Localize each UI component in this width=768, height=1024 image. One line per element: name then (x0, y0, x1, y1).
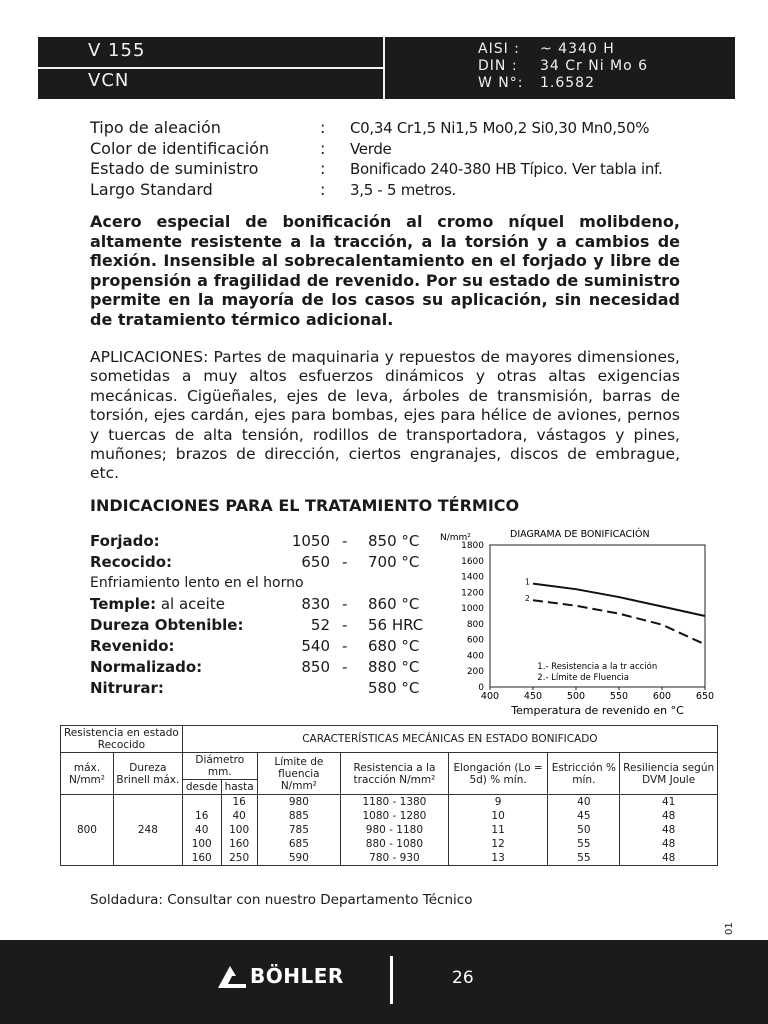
product-header (38, 37, 735, 99)
treatment-row: Revenido: 540 - 680 °C (90, 637, 420, 655)
y-tick-label: 400 (466, 651, 484, 662)
treatment-row: Recocido: 650 - 700 °C (90, 553, 420, 571)
x-tick-label: 650 (695, 691, 715, 702)
y-tick-label: 200 (466, 667, 484, 678)
chart-xlabel: Temperatura de revenido en °C (511, 704, 684, 717)
product-code-box (38, 37, 385, 99)
properties-list (90, 118, 662, 200)
table-row: 100 160 685 880 - 1080 12 55 48 (61, 837, 718, 851)
y-tick-label: 0 (478, 683, 484, 693)
table-row: 800 248 16 980 1180 - 1380 9 40 41 (61, 795, 718, 810)
y-tick-label: 800 (466, 619, 484, 630)
chart-ylabel: N/mm² (440, 533, 471, 543)
treatment-row: Normalizado: 850 - 880 °C (90, 658, 420, 676)
treatment-row: Dureza Obtenible: 52 - 56 HRC (90, 616, 424, 634)
treatment-row: Forjado: 1050 - 850 °C (90, 532, 420, 550)
table-header-row (61, 753, 718, 780)
col-header-diameter: Diámetro mm. (182, 753, 257, 780)
brand-name: BÖHLER (250, 964, 344, 988)
treatment-row: Nitrurar: 580 °C (90, 679, 420, 697)
property-row: Largo Standard : 3,5 - 5 metros. (90, 179, 456, 199)
series-line-1 (533, 584, 705, 616)
legend-entry: 1.- Resistencia a la tr acción (537, 661, 658, 672)
bohler-logo-icon (218, 964, 246, 988)
treatment-note: Enfriamiento lento en el horno (90, 575, 304, 591)
col-header-from: desde (182, 780, 221, 795)
product-name: VCN (88, 70, 130, 91)
x-tick-label: 550 (609, 691, 629, 702)
col-header-to: hasta (221, 780, 257, 795)
series-label: 1 (525, 577, 530, 587)
col-header-tensile: Resistencia a la tracción N/mm² (341, 753, 449, 795)
x-tick-label: 600 (652, 691, 672, 702)
chart-title: DIAGRAMA DE BONIFICACIÓN (510, 529, 650, 540)
y-tick-label: 1600 (461, 556, 484, 567)
footer-divider (390, 956, 393, 1004)
col-header-impact: Resiliencia según DVM Joule (620, 753, 718, 795)
cell-brinell: 248 (113, 795, 182, 866)
col-header-max: máx. N/mm² (61, 753, 114, 795)
treatment-row: Temple: al aceite 830 - 860 °C (90, 595, 420, 613)
col-header-brinell: Dureza Brinell máx. (113, 753, 182, 795)
property-row: Estado de suministro : Bonificado 240-380 HB Típico. Ver tabla inf. (90, 159, 663, 178)
col-header-reduction: Estricción % mín. (548, 753, 620, 795)
table-row: 40 100 785 980 - 1180 11 50 48 (61, 823, 718, 837)
x-tick-label: 450 (523, 691, 543, 702)
property-row: Color de identificación : Verde (90, 138, 392, 158)
x-tick-label: 400 (480, 691, 500, 702)
table-row: 160 250 590 780 - 930 13 55 48 (61, 851, 718, 866)
product-code: V 155 (88, 40, 146, 61)
standard-row: W N°: 1.6582 (478, 75, 595, 91)
side-code: 01 (724, 922, 735, 935)
col-header-yield: Límite de fluencia N/mm² (257, 753, 340, 795)
property-row: Tipo de aleación : C0,34 Cr1,5 Ni1,5 Mo0,2 Si0,30 Mn0,50% (90, 118, 650, 137)
col-header-elongation: Elongación (Lo = 5d) % mín. (448, 753, 548, 795)
standard-row: AISI : ~ 4340 H (478, 41, 615, 57)
series-label: 2 (525, 594, 530, 604)
table-row: 16 40 885 1080 - 1280 10 45 48 (61, 809, 718, 823)
legend-entry: 2.- Límite de Fluencia (537, 672, 630, 683)
treatment-title: INDICACIONES PARA EL TRATAMIENTO TÉRMICO (90, 496, 520, 515)
page-footer (0, 940, 768, 1024)
tempering-chart (440, 525, 720, 720)
group-header-tempered: CARACTERÍSTICAS MECÁNICAS EN ESTADO BONIFICADO (182, 726, 717, 753)
y-tick-label: 1400 (461, 572, 484, 583)
standards-list (478, 41, 648, 92)
welding-note: Soldadura: Consultar con nuestro Departamento Técnico (90, 892, 473, 908)
page-number: 26 (452, 968, 474, 988)
standard-row: DIN : 34 Cr Ni Mo 6 (478, 58, 649, 74)
treatment-list (90, 532, 435, 700)
y-tick-label: 1800 (461, 541, 484, 551)
cell-max: 800 (61, 795, 114, 866)
applications-paragraph: APLICACIONES: Partes de maquinaria y repuestos de mayores dimensiones, sometidas a muy altos esfuerzos dinámicos y otras altas exigencias mecánicas. Cigüeñales, ejes de leva, árboles de transmisión, barras de torsión, ejes cardán, ejes para bombas, ejes para hélice de aviones, pernos y tuercas de alta tensión, rodillos de transportadora, vástagos y pines, muñones; brazos de dirección, ciertos engranajes, discos de embrague, etc. (90, 348, 680, 483)
brand-logo (218, 964, 344, 988)
group-header-annealed: Resistencia en estado Recocido (61, 726, 183, 753)
y-tick-label: 600 (466, 635, 484, 646)
y-tick-label: 1000 (461, 604, 484, 615)
table-header-row (61, 726, 718, 753)
intro-paragraph: Acero especial de bonificación al cromo níquel molibdeno, altamente resistente a la tracción, a la torsión y a cambios de flexión. Insensible al sobrecalentamiento en el forjado y libre de propensión a fragilidad de revenido. Por su estado de suministro permite en la mayoría de los casos su aplicación, sin necesidad de tratamiento térmico adicional. (90, 212, 680, 329)
header-divider (38, 67, 383, 69)
mechanical-properties-table (60, 725, 718, 866)
x-tick-label: 500 (566, 691, 586, 702)
series-line-2 (533, 600, 705, 644)
y-tick-label: 1200 (461, 588, 484, 599)
